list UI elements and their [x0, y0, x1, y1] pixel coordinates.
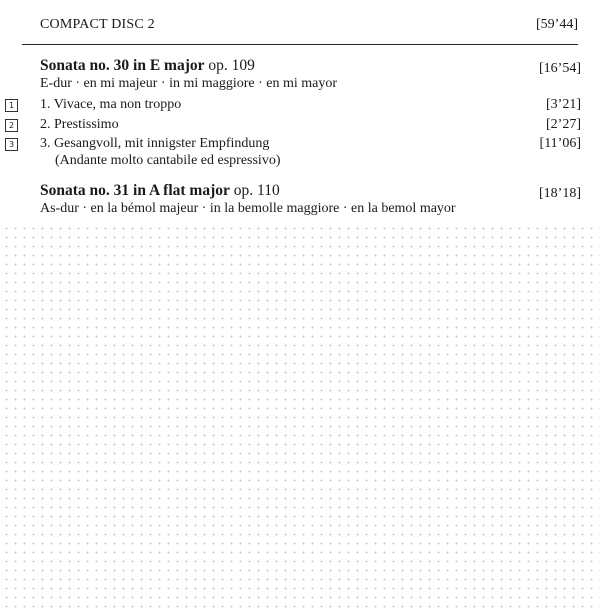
- track-duration: [2’27]: [546, 117, 581, 132]
- work-subtitle: E-dur · en mi majeur · in mi maggiore · en mi mayor: [40, 76, 338, 91]
- disc-header: [22, 16, 578, 45]
- disc-title: COMPACT DISC 2: [40, 17, 155, 32]
- work-subtitle: As-dur · en la bémol majeur · in la bemolle maggiore · en la bemol mayor: [40, 201, 456, 216]
- track-title: 3. Gesangvoll, mit innigster Empfindung: [40, 136, 270, 151]
- work-title-main: Sonata no. 31 in A flat major: [40, 182, 230, 199]
- track-title: 1. Vivace, ma non troppo: [40, 97, 182, 112]
- work-title-opus: op. 109: [208, 57, 255, 74]
- tracklist-page: [0, 0, 600, 222]
- work-title-sonata-31: [40, 182, 280, 200]
- work-title-main: Sonata no. 30 in E major: [40, 57, 205, 74]
- work-title-sonata-30: [40, 57, 255, 75]
- track-duration: [11’06]: [539, 136, 581, 151]
- track-title: 2. Prestissimo: [40, 117, 119, 132]
- track-subtitle: (Andante molto cantabile ed espressivo): [55, 153, 281, 168]
- track-number-box: 2: [5, 119, 18, 132]
- track-number-box: 3: [5, 138, 18, 151]
- track-duration: [3’21]: [546, 97, 581, 112]
- track-number-box: 1: [5, 99, 18, 112]
- work-title-opus: op. 110: [233, 182, 280, 199]
- work-duration: [18’18]: [539, 186, 581, 201]
- dotted-background: [0, 222, 600, 612]
- disc-duration: [59’44]: [536, 17, 578, 32]
- work-duration: [16’54]: [539, 61, 581, 76]
